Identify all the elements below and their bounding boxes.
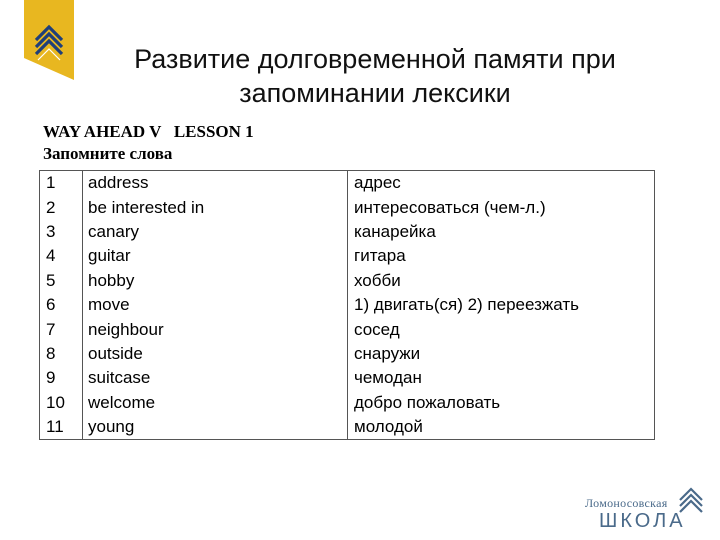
table-row	[40, 195, 655, 219]
vocab-english: canary	[83, 220, 348, 244]
table-row	[40, 415, 655, 440]
vocab-english: neighbour	[83, 317, 348, 341]
vocab-russian: 1) двигать(ся) 2) переезжать	[348, 293, 655, 317]
vocab-number: 6	[40, 293, 83, 317]
vocab-russian: сосед	[348, 317, 655, 341]
vocab-english: young	[83, 415, 348, 440]
vocab-russian: добро пожаловать	[348, 391, 655, 415]
vocab-english: hobby	[83, 269, 348, 293]
table-row	[40, 220, 655, 244]
table-row	[40, 171, 655, 196]
vocab-number: 3	[40, 220, 83, 244]
vocab-russian: канарейка	[348, 220, 655, 244]
table-row	[40, 269, 655, 293]
vocab-russian: чемодан	[348, 366, 655, 390]
vocab-english: outside	[83, 342, 348, 366]
table-row	[40, 342, 655, 366]
vocab-english: be interested in	[83, 195, 348, 219]
table-row	[40, 293, 655, 317]
corner-logo-icon	[24, 0, 74, 80]
vocab-number: 9	[40, 366, 83, 390]
vocab-number: 2	[40, 195, 83, 219]
table-row	[40, 244, 655, 268]
vocab-number: 7	[40, 317, 83, 341]
vocabulary-table	[39, 170, 655, 440]
vocab-english: guitar	[83, 244, 348, 268]
vocab-english: address	[83, 171, 348, 196]
school-logo-line-1: Ломоносовская	[585, 496, 668, 510]
vocab-english: suitcase	[83, 366, 348, 390]
title-line-1: Развитие долговременной памяти при	[134, 44, 616, 74]
vocab-number: 8	[40, 342, 83, 366]
vocab-number: 10	[40, 391, 83, 415]
vocab-english: move	[83, 293, 348, 317]
vocab-russian: адрес	[348, 171, 655, 196]
vocab-number: 4	[40, 244, 83, 268]
title-line-2: запоминании лексики	[239, 78, 511, 108]
school-logo-icon	[677, 486, 705, 516]
school-logo	[585, 486, 710, 536]
vocab-english: welcome	[83, 391, 348, 415]
vocab-number: 5	[40, 269, 83, 293]
table-row	[40, 317, 655, 341]
table-row	[40, 391, 655, 415]
vocab-number: 1	[40, 171, 83, 196]
vocab-russian: гитара	[348, 244, 655, 268]
lesson-heading: WAY AHEAD V LESSON 1	[43, 122, 254, 141]
table-row	[40, 366, 655, 390]
vocab-russian: снаружи	[348, 342, 655, 366]
vocab-number: 11	[40, 415, 83, 440]
instruction-text: Запомните слова	[43, 144, 173, 163]
school-logo-line-2: ШКОЛА	[599, 510, 686, 532]
slide-title	[80, 42, 670, 110]
vocab-russian: хобби	[348, 269, 655, 293]
vocab-russian: интересоваться (чем-л.)	[348, 195, 655, 219]
vocab-russian: молодой	[348, 415, 655, 440]
